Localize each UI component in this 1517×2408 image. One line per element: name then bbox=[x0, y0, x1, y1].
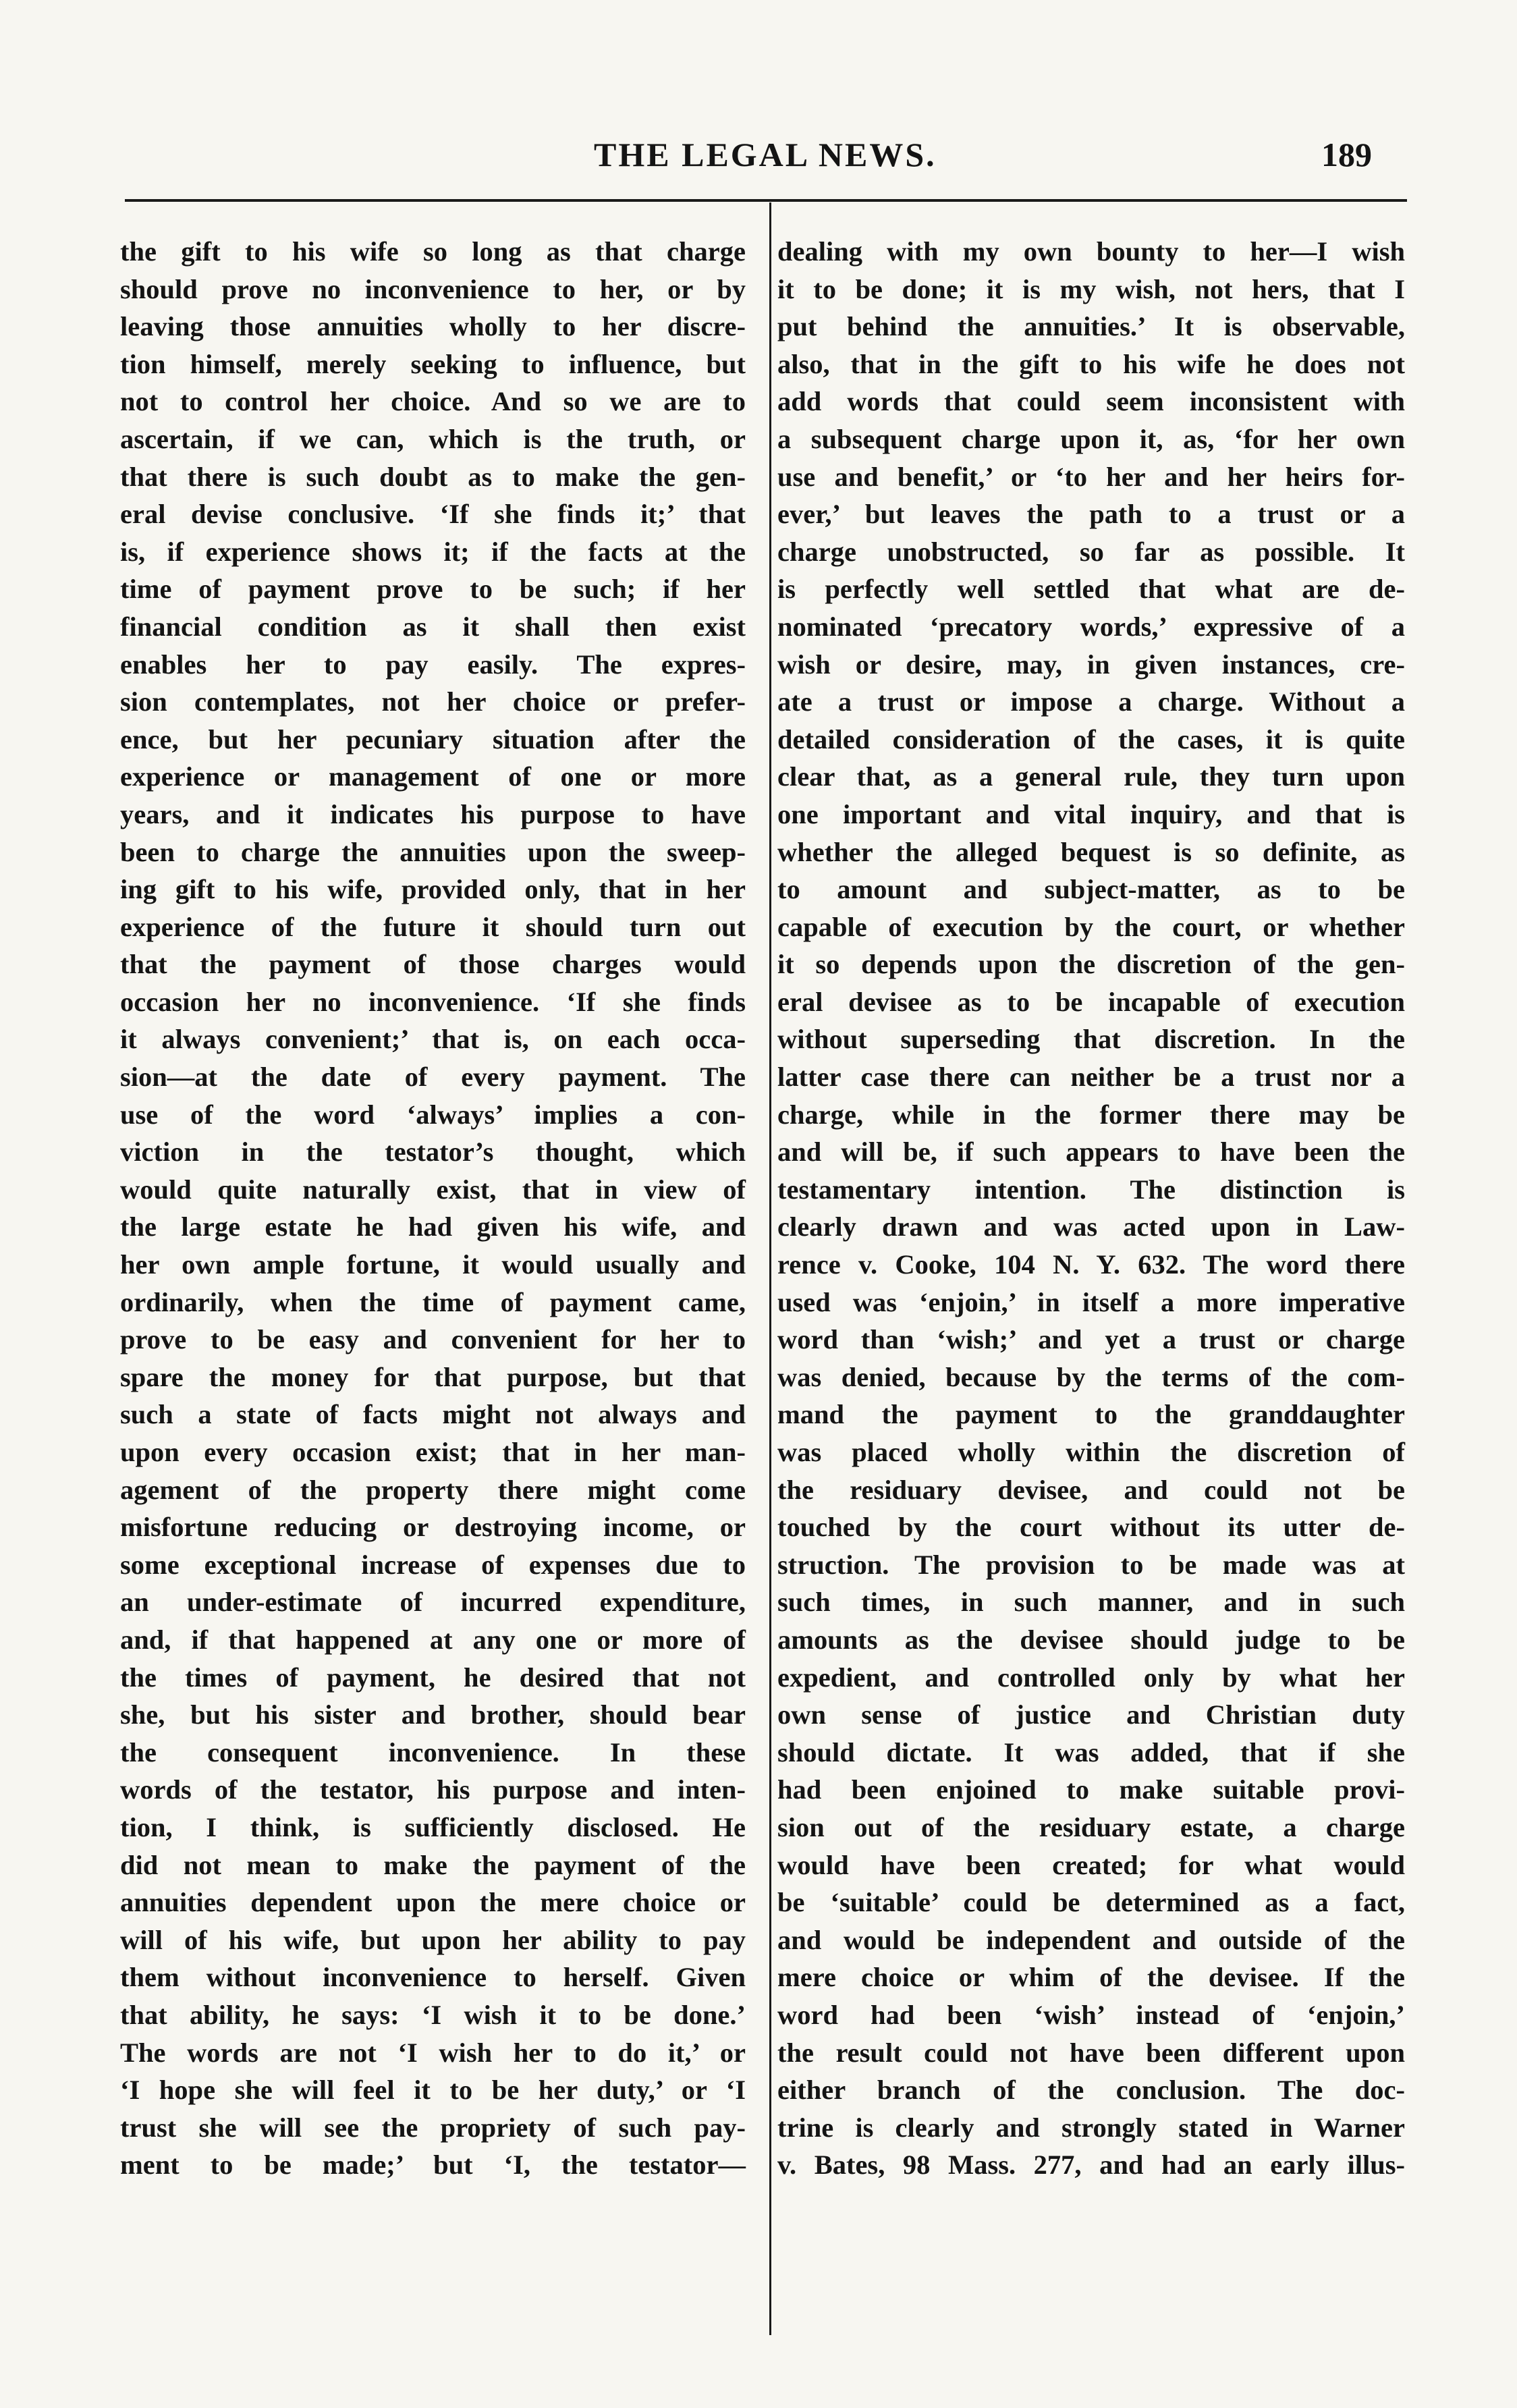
text-line: not to control her choice. And so we are to bbox=[120, 386, 746, 417]
text-line: one important and vital inquiry, and that is bbox=[777, 798, 1405, 829]
text-line: sion contemplates, not her choice or prefer- bbox=[120, 686, 746, 717]
text-line: prove to be easy and convenient for her to bbox=[120, 1324, 746, 1355]
text-line: tion, I think, is sufficiently disclosed. He bbox=[120, 1811, 746, 1842]
text-line: the times of payment, he desired that not bbox=[120, 1662, 746, 1693]
text-line: own sense of justice and Christian duty bbox=[777, 1699, 1405, 1730]
text-line: ate a trust or impose a charge. Without a bbox=[777, 686, 1405, 717]
text-line: was placed wholly within the discretion of bbox=[777, 1437, 1405, 1467]
text-line: tion himself, merely seeking to influence, but bbox=[120, 348, 746, 379]
text-line: rence v. Cooke, 104 N. Y. 632. The word there bbox=[777, 1249, 1405, 1280]
text-line: and, if that happened at any one or more of bbox=[120, 1624, 746, 1655]
text-line: struction. The provision to be made was at bbox=[777, 1549, 1405, 1580]
text-line: ‘I hope she will feel it to be her duty,’ or ‘I bbox=[120, 2075, 746, 2106]
text-line: her own ample fortune, it would usually and bbox=[120, 1249, 746, 1280]
text-line: dealing with my own bounty to her—I wish bbox=[777, 236, 1405, 267]
text-line: words of the testator, his purpose and inten- bbox=[120, 1774, 746, 1805]
running-head: THE LEGAL NEWS. bbox=[594, 136, 937, 173]
text-line: a subsequent charge upon it, as, ‘for her own bbox=[777, 423, 1405, 454]
column-rule bbox=[769, 202, 771, 2335]
text-line: it always convenient;’ that is, on each occa- bbox=[120, 1024, 746, 1055]
text-line: some exceptional increase of expenses due to bbox=[120, 1549, 746, 1580]
text-line: eral devise conclusive. ‘If she finds it;’ that bbox=[120, 499, 746, 530]
text-line: charge unobstructed, so far as possible. It bbox=[777, 536, 1405, 567]
left-column bbox=[120, 233, 746, 2184]
text-line: such a state of facts might not always and bbox=[120, 1399, 746, 1430]
text-line: agement of the property there might come bbox=[120, 1474, 746, 1505]
text-line: viction in the testator’s thought, which bbox=[120, 1137, 746, 1168]
text-line: testamentary intention. The distinction is bbox=[777, 1174, 1405, 1205]
text-line: mand the payment to the granddaughter bbox=[777, 1399, 1405, 1430]
text-line: capable of execution by the court, or whether bbox=[777, 911, 1405, 942]
text-line: is perfectly well settled that what are de- bbox=[777, 574, 1405, 605]
text-line: the gift to his wife so long as that charge bbox=[120, 236, 746, 267]
text-line: sion—at the date of every payment. The bbox=[120, 1062, 746, 1093]
text-line: such times, in such manner, and in such bbox=[777, 1587, 1405, 1618]
text-line: should prove no inconvenience to her, or by bbox=[120, 273, 746, 304]
text-line: spare the money for that purpose, but that bbox=[120, 1361, 746, 1392]
text-line: used was ‘enjoin,’ in itself a more imperative bbox=[777, 1286, 1405, 1317]
text-line: add words that could seem inconsistent with bbox=[777, 386, 1405, 417]
text-line: she, but his sister and brother, should bear bbox=[120, 1699, 746, 1730]
text-line: wish or desire, may, in given instances, cre- bbox=[777, 649, 1405, 680]
header-rule bbox=[125, 199, 1407, 202]
text-line: experience of the future it should turn out bbox=[120, 911, 746, 942]
text-line: amounts as the devisee should judge to be bbox=[777, 1624, 1405, 1655]
text-line: and will be, if such appears to have been the bbox=[777, 1137, 1405, 1168]
text-line: experience or management of one or more bbox=[120, 761, 746, 792]
text-line: use of the word ‘always’ implies a con- bbox=[120, 1099, 746, 1130]
text-line: it so depends upon the discretion of the gen- bbox=[777, 949, 1405, 980]
text-line: ascertain, if we can, which is the truth, or bbox=[120, 423, 746, 454]
text-line: upon every occasion exist; that in her man- bbox=[120, 1437, 746, 1467]
text-line: and would be independent and outside of the bbox=[777, 1924, 1405, 1955]
text-line: that there is such doubt as to make the gen- bbox=[120, 461, 746, 492]
page-header bbox=[0, 135, 1517, 182]
text-line: enables her to pay easily. The expres- bbox=[120, 649, 746, 680]
text-line: nominated ‘precatory words,’ expressive of a bbox=[777, 611, 1405, 642]
text-line: trust she will see the propriety of such pay- bbox=[120, 2112, 746, 2143]
text-line: the residuary devisee, and could not be bbox=[777, 1474, 1405, 1505]
text-line: the result could not have been different upon bbox=[777, 2037, 1405, 2068]
text-line: whether the alleged bequest is so definite, as bbox=[777, 836, 1405, 867]
text-line: did not mean to make the payment of the bbox=[120, 1849, 746, 1880]
text-line: occasion her no inconvenience. ‘If she finds bbox=[120, 986, 746, 1017]
text-line: had been enjoined to make suitable provi- bbox=[777, 1774, 1405, 1805]
text-line: either branch of the conclusion. The doc- bbox=[777, 2075, 1405, 2106]
text-line: expedient, and controlled only by what her bbox=[777, 1662, 1405, 1693]
text-line: time of payment prove to be such; if her bbox=[120, 574, 746, 605]
text-line: was denied, because by the terms of the com- bbox=[777, 1361, 1405, 1392]
text-line: ordinarily, when the time of payment came, bbox=[120, 1286, 746, 1317]
text-line: word had been ‘wish’ instead of ‘enjoin,’ bbox=[777, 1999, 1405, 2030]
text-line: be ‘suitable’ could be determined as a fact, bbox=[777, 1887, 1405, 1918]
text-line: mere choice or whim of the devisee. If the bbox=[777, 1962, 1405, 1993]
text-line: is, if experience shows it; if the facts at the bbox=[120, 536, 746, 567]
text-line: put behind the annuities.’ It is observable, bbox=[777, 311, 1405, 342]
text-line: would have been created; for what would bbox=[777, 1849, 1405, 1880]
text-line: word than ‘wish;’ and yet a trust or charge bbox=[777, 1324, 1405, 1355]
text-line: clearly drawn and was acted upon in Law- bbox=[777, 1211, 1405, 1242]
text-line: ever,’ but leaves the path to a trust or a bbox=[777, 499, 1405, 530]
text-line: an under-estimate of incurred expenditure, bbox=[120, 1587, 746, 1618]
text-line: to amount and subject-matter, as to be bbox=[777, 874, 1405, 905]
text-line: use and benefit,’ or ‘to her and her heirs for- bbox=[777, 461, 1405, 492]
text-line: detailed consideration of the cases, it is quite bbox=[777, 723, 1405, 755]
text-line: the large estate he had given his wife, and bbox=[120, 1211, 746, 1242]
right-column bbox=[777, 233, 1405, 2184]
text-line: years, and it indicates his purpose to have bbox=[120, 798, 746, 829]
text-line: ence, but her pecuniary situation after the bbox=[120, 723, 746, 755]
text-line: will of his wife, but upon her ability to pay bbox=[120, 1924, 746, 1955]
text-line: also, that in the gift to his wife he does not bbox=[777, 348, 1405, 379]
text-line: annuities dependent upon the mere choice or bbox=[120, 1887, 746, 1918]
text-line: it to be done; it is my wish, not hers, that I bbox=[777, 273, 1405, 304]
text-line: charge, while in the former there may be bbox=[777, 1099, 1405, 1130]
text-line: financial condition as it shall then exist bbox=[120, 611, 746, 642]
text-line: would quite naturally exist, that in view of bbox=[120, 1174, 746, 1205]
text-line: sion out of the residuary estate, a charge bbox=[777, 1811, 1405, 1842]
text-line: The words are not ‘I wish her to do it,’ or bbox=[120, 2037, 746, 2068]
text-line: the consequent inconvenience. In these bbox=[120, 1736, 746, 1768]
text-line: misfortune reducing or destroying income, or bbox=[120, 1512, 746, 1543]
text-line: touched by the court without its utter de- bbox=[777, 1512, 1405, 1543]
text-line: eral devisee as to be incapable of execution bbox=[777, 986, 1405, 1017]
text-line: ing gift to his wife, provided only, that in her bbox=[120, 874, 746, 905]
text-line: latter case there can neither be a trust nor a bbox=[777, 1062, 1405, 1093]
text-line: should dictate. It was added, that if she bbox=[777, 1736, 1405, 1768]
text-line: leaving those annuities wholly to her discre- bbox=[120, 311, 746, 342]
text-line: that ability, he says: ‘I wish it to be done.’ bbox=[120, 1999, 746, 2030]
text-line: without superseding that discretion. In the bbox=[777, 1024, 1405, 1055]
text-line: v. Bates, 98 Mass. 277, and had an early illus- bbox=[777, 2150, 1405, 2181]
text-line: trine is clearly and strongly stated in Warner bbox=[777, 2112, 1405, 2143]
text-line: clear that, as a general rule, they turn upon bbox=[777, 761, 1405, 792]
text-line: that the payment of those charges would bbox=[120, 949, 746, 980]
text-line: been to charge the annuities upon the sweep- bbox=[120, 836, 746, 867]
page-number: 189 bbox=[1321, 136, 1372, 173]
text-line: them without inconvenience to herself. Given bbox=[120, 1962, 746, 1993]
text-line: ment to be made;’ but ‘I, the testator— bbox=[120, 2150, 746, 2181]
